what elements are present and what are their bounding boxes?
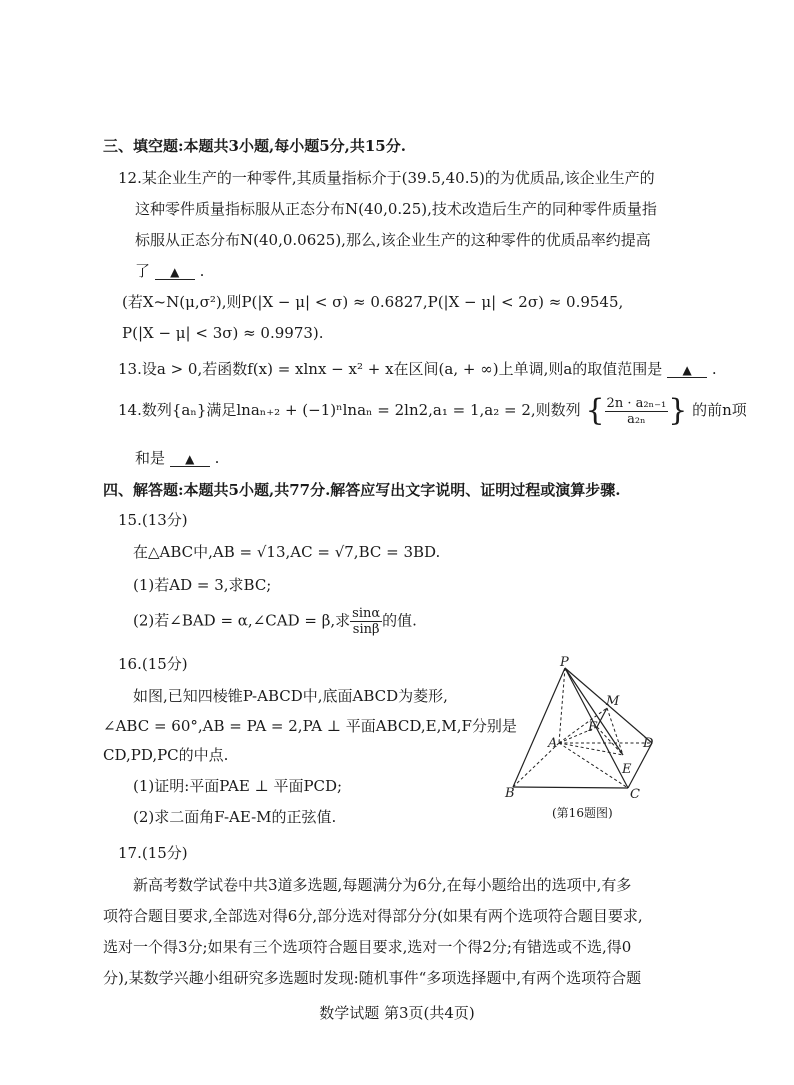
edge-am [559, 708, 607, 743]
vertex-label-b: B [505, 786, 515, 801]
vertex-label-f: F [588, 720, 598, 735]
q12-line-4-end: . [199, 262, 205, 280]
q14-fraction [605, 396, 669, 427]
q15-part-1: (1)若AD = 3,求BC; [133, 576, 272, 594]
q14-line-1 [118, 395, 747, 427]
q16-line-1: 如图,已知四棱锥P-ABCD中,底面ABCD为菱形, [133, 687, 448, 705]
q16-line-2: ∠ABC = 60°,AB = PA = 2,PA ⊥ 平面ABCD,E,M,F分别是 [103, 717, 517, 735]
q17-line-2: 项符合题目要求,全部选对得6分,部分选对得部分分(如果有两个选项符合题目要求, [103, 907, 643, 925]
vertex-label-c: C [630, 787, 640, 802]
section-heading-solutions: 四、解答题:本题共5小题,共77分.解答应写出文字说明、证明过程或演算步骤. [103, 481, 621, 499]
q16-part-1: (1)证明:平面PAE ⊥ 平面PCD; [133, 777, 343, 795]
q14-fraction-numerator: 2n · a₂ₙ₋₁ [606, 395, 667, 411]
figure-caption: (第16题图) [552, 806, 613, 820]
edge-pe [565, 668, 623, 755]
q14-line-2 [135, 448, 219, 468]
vertex-label-m: M [606, 694, 620, 709]
vertex-label-p: P [560, 655, 569, 670]
q15-fraction [350, 606, 382, 637]
q17-label: 17.(15分) [118, 844, 188, 862]
q14-answer-blank[interactable]: ▲ [170, 452, 210, 467]
q14-line-2-end: . [214, 449, 220, 467]
q13-end: . [711, 360, 717, 378]
q12-hint-line-2: P(|X − μ| < 3σ) ≈ 0.9973). [122, 324, 324, 342]
q17-line-4: 分),某数学兴趣小组研究多选题时发现:随机事件“多项选择题中,有两个选项符合题 [103, 969, 642, 987]
section-heading-fill-in: 三、填空题:本题共3小题,每小题5分,共15分. [103, 137, 406, 155]
edge-me [607, 708, 623, 755]
q12-line-4 [135, 261, 204, 281]
page-footer: 数学试题 第3页(共4页) [319, 1004, 475, 1022]
q12-answer-blank[interactable]: ▲ [155, 265, 195, 280]
q12-line-4-text: 了 [135, 262, 151, 280]
edge-pb [513, 668, 565, 787]
vertex-label-d: D [643, 736, 654, 751]
q14-text-end: 的前n项 [692, 401, 747, 419]
q13-text: 13.设a > 0,若函数f(x) = xlnx − x² + x在区间(a, + ∞)上单调,则a的取值范围是 [118, 360, 663, 378]
vertex-label-a: A [548, 736, 558, 751]
q15-fraction-numerator: sinα [352, 606, 381, 621]
pyramid-figure [500, 655, 660, 825]
q12-hint-line-1: (若X~N(μ,σ²),则P(|X − μ| < σ) ≈ 0.6827,P(|X − μ| < 2σ) ≈ 0.9545, [122, 293, 624, 311]
q13-answer-blank[interactable]: ▲ [667, 363, 707, 378]
q12-line-3: 标服从正态分布N(40,0.0625),那么,该企业生产的这种零件的优质品率约提高 [135, 231, 651, 249]
q17-line-1: 新高考数学试卷中共3道多选题,每题满分为6分,在每小题给出的选项中,有多 [133, 876, 632, 894]
q15-part-2 [133, 606, 417, 637]
q17-line-3: 选对一个得3分;如果有三个选项符合题目要求,选对一个得2分;有错选或不选,得0 [103, 938, 632, 956]
q15-stem: 在△ABC中,AB = √13,AC = √7,BC = 3BD. [133, 543, 441, 561]
q15-part-2-text: (2)若∠BAD = α,∠CAD = β,求 [133, 611, 351, 630]
edge-fe [597, 727, 623, 755]
q14-left-brace: { [585, 393, 605, 428]
q14-text: 14.数列{aₙ}满足lnaₙ₊₂ + (−1)ⁿlnaₙ = 2ln2,a₁ = 1,a₂ = 2,则数列 [118, 401, 581, 419]
q15-fraction-denominator: sinβ [352, 622, 380, 637]
q16-line-3: CD,PD,PC的中点. [103, 746, 229, 764]
vertex-label-e: E [622, 762, 632, 777]
q12-line-1: 12.某企业生产的一种零件,其质量指标介于(39.5,40.5)的为优质品,该企业生产的 [118, 169, 655, 187]
q14-right-brace: } [668, 393, 688, 428]
edge-bc [513, 787, 628, 788]
q14-line-2-text: 和是 [135, 449, 166, 467]
q15-label: 15.(13分) [118, 511, 188, 529]
q16-part-2: (2)求二面角F-AE-M的正弦值. [133, 808, 337, 826]
q16-label: 16.(15分) [118, 655, 188, 673]
q14-fraction-denominator: a₂ₙ [627, 411, 646, 427]
q13-line [118, 359, 717, 379]
q12-line-2: 这种零件质量指标服从正态分布N(40,0.25),技术改造后生产的同种零件质量指 [135, 200, 657, 218]
q15-part-2-end: 的值. [382, 611, 417, 630]
